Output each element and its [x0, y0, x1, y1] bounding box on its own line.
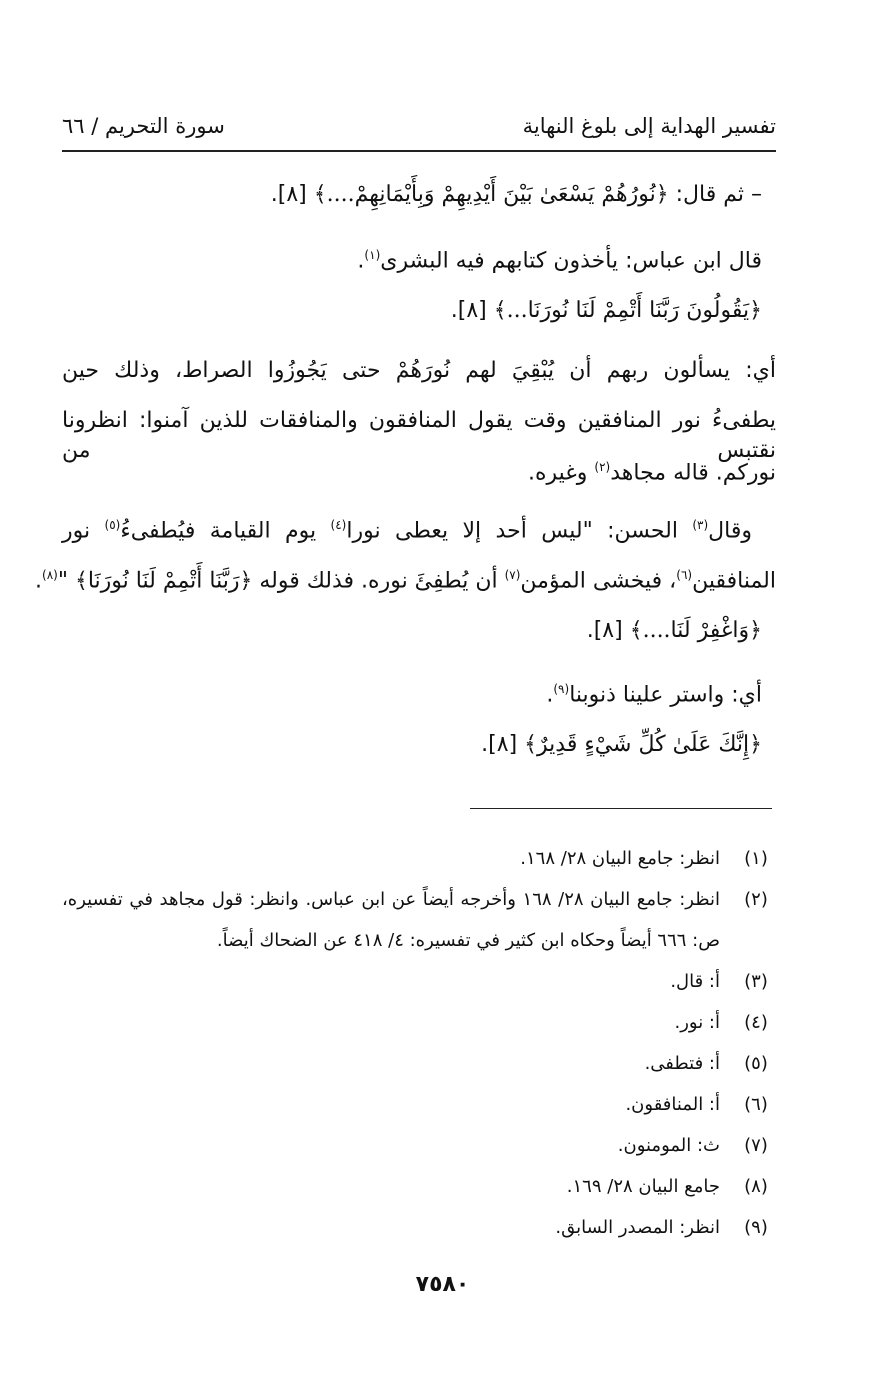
footnote-text: أ: نور.	[674, 1012, 720, 1033]
paragraph-5-line-1	[62, 510, 752, 546]
text-segment: الحسن: "ليس أحد إلا يعطى نورا	[346, 518, 693, 544]
footnote-marker: (٥)	[104, 518, 121, 532]
main-text	[35, 0, 776, 800]
text-segment: يوم القيامة فيُطفىءُ	[120, 518, 331, 544]
footnote-marker: (٤)	[330, 518, 347, 532]
text-segment: يطفىءُ نور المنافقين وقت يقول المنافقون والمنافقات للذين آمنوا: انظرونا نقتبس من	[62, 408, 776, 463]
verse-ref: [٨].	[270, 182, 314, 207]
footnote-number: (١)	[744, 848, 768, 869]
footnote-marker: (٧)	[504, 568, 521, 582]
text-segment: وقال	[708, 518, 752, 544]
footnote-number: (٥)	[744, 1053, 768, 1074]
text-segment: .	[546, 682, 554, 708]
verse-ref: [٨].	[450, 298, 494, 323]
footnote-text: أ: فتطفى.	[644, 1053, 720, 1074]
text-segment: قال ابن عباس: يأخذون كتابهم فيه البشرى	[380, 248, 762, 274]
footnote-text: انظر: المصدر السابق.	[555, 1217, 720, 1238]
footnote-marker: (٢)	[594, 460, 611, 474]
text-segment: وغيره.	[527, 460, 595, 486]
text-line-8	[48, 730, 762, 760]
footnote-number: (٦)	[744, 1094, 768, 1115]
footnote-text: انظر: جامع البيان ٢٨/ ١٦٨.	[520, 848, 720, 869]
footnote-7	[62, 1133, 776, 1159]
footnote-number: (٢)	[744, 889, 768, 910]
footnote-number: (٨)	[744, 1176, 768, 1197]
text-segment: أي: يسألون ربهم أن يُبْقِيَ لهم نُورَهُمْ حتى يَجُوزُوا الصراط، وذلك حين	[62, 358, 776, 383]
text-segment: نوركم. قاله مجاهد	[610, 460, 776, 486]
footnote-text: أ: قال.	[670, 971, 720, 992]
text-segment: .	[357, 248, 365, 274]
footnote-marker: (٣)	[692, 518, 709, 532]
footnote-5	[62, 1051, 776, 1077]
text-segment: .	[35, 568, 42, 594]
footnote-9	[62, 1215, 776, 1241]
text-segment: المنافقين	[692, 568, 776, 594]
footnote-text: ث: المومنون.	[617, 1135, 720, 1156]
quran-verse: ﴿وَاغْفِرْ لَنَا....﴾	[629, 618, 762, 643]
paragraph-4-line-1	[62, 356, 776, 386]
footnote-1	[62, 846, 776, 872]
footnote-3	[62, 969, 776, 995]
footnote-separator	[470, 808, 772, 809]
footnote-4	[62, 1010, 776, 1036]
verse-ref: [٨].	[481, 732, 525, 757]
paragraph-4-line-3	[62, 452, 776, 488]
footnote-8	[62, 1174, 776, 1200]
footnote-marker: (٦)	[676, 568, 693, 582]
text-segment: – ثم قال:	[668, 182, 762, 207]
footnote-marker: (٨)	[42, 568, 58, 582]
text-line-3	[48, 296, 762, 326]
footnote-number: (٩)	[744, 1217, 768, 1238]
footnote-text: انظر: جامع البيان ٢٨/ ١٦٨ وأخرجه أيضاً عن ابن عباس. وانظر: قول مجاهد في تفسيره،	[62, 889, 720, 910]
text-segment: أي: واستر علينا ذنوبنا	[569, 682, 762, 708]
page-number: ٧٥٨٠	[415, 1272, 470, 1297]
text-segment: نور	[62, 518, 105, 544]
surah-title: سورة التحريم / ٦٦	[62, 114, 225, 138]
text-segment: ، فيخشى المؤمن	[520, 568, 677, 594]
quran-verse: ﴿إِنَّكَ عَلَىٰ كُلِّ شَيْءٍ قَدِيرٌ﴾	[524, 732, 762, 757]
quran-verse: ﴿نُورُهُمْ يَسْعَىٰ بَيْنَ أَيْدِيهِمْ وَبِأَيْمَانِهِمْ....﴾	[313, 182, 669, 207]
verse-ref: [٨].	[586, 618, 630, 643]
footnote-text: أ: المنافقون.	[625, 1094, 720, 1115]
footnote-number: (٣)	[744, 971, 768, 992]
quran-verse: ﴿رَبَّنَا أَتْمِمْ لَنَا نُورَنَا﴾	[74, 568, 253, 594]
footnote-text: ص: ٦٦٦ أيضاً وحكاه ابن كثير في تفسيره: ٤/ ٤١٨ عن الضحاك أيضاً.	[216, 930, 720, 951]
footnote-2	[62, 887, 776, 913]
footnote-6	[62, 1092, 776, 1118]
footnote-marker: (١)	[364, 248, 381, 262]
footnote-text: جامع البيان ٢٨/ ١٦٩.	[566, 1176, 720, 1197]
text-line-2	[48, 240, 762, 276]
paragraph-5-line-2	[35, 560, 776, 596]
text-segment: أن يُطفِئَ نوره. فذلك قوله	[252, 568, 505, 594]
text-line-6	[48, 616, 762, 646]
footnote-2-continuation	[62, 928, 776, 954]
text-line-1	[48, 180, 762, 210]
footnote-number: (٤)	[744, 1012, 768, 1033]
text-line-7	[48, 674, 762, 710]
footnote-number: (٧)	[744, 1135, 768, 1156]
book-title: تفسير الهداية إلى بلوغ النهاية	[522, 114, 776, 138]
footnote-marker: (٩)	[553, 682, 570, 696]
quran-verse: ﴿يَقُولُونَ رَبَّنَا أَتْمِمْ لَنَا نُورَنَا...﴾	[493, 298, 762, 323]
text-segment: "	[57, 568, 75, 594]
